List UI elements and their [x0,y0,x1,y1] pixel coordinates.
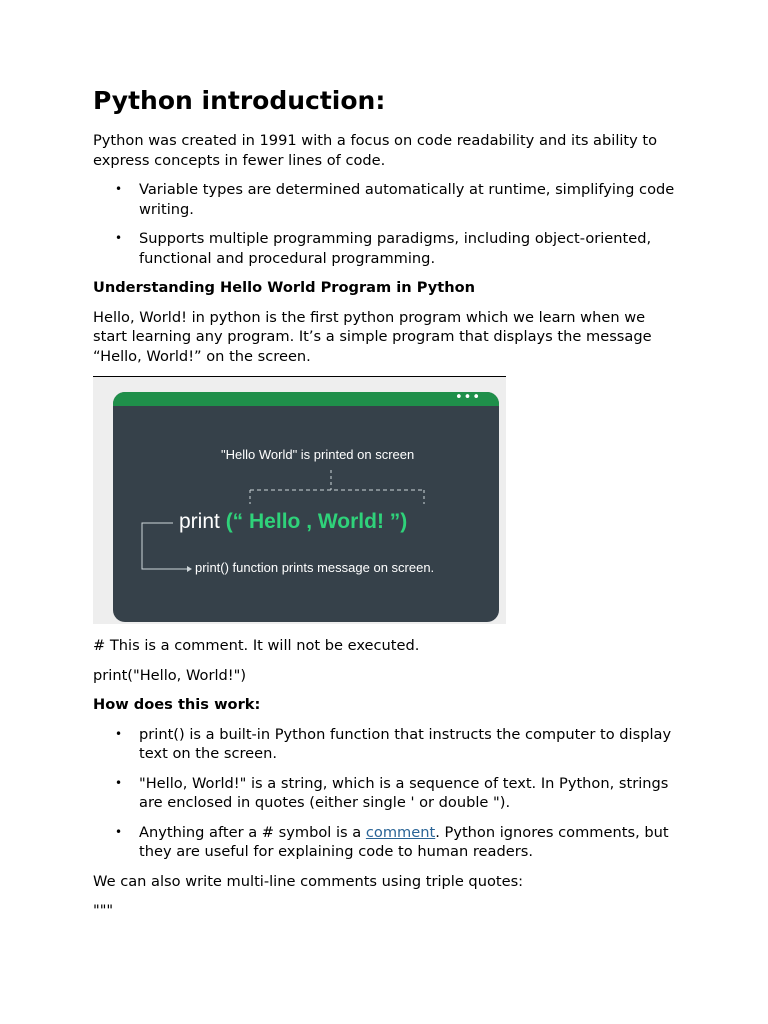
figure-connectors [113,392,499,622]
list-item: • print() is a built-in Python function that instructs the computer to display text on the screen. [139,725,683,764]
comment-link[interactable]: comment [365,823,436,841]
how-it-works-heading: How does this work: [93,696,261,713]
triple-quotes-line: """ [93,902,114,919]
code-print-keyword: print [179,510,226,533]
hello-world-heading: Understanding Hello World Program in Python [93,279,476,296]
figure-code-line [179,510,407,534]
page-title: Python introduction: [93,86,386,115]
document-page [93,84,683,931]
code-print-line: print("Hello, World!") [93,666,247,684]
hello-world-paragraph: Hello, World! in python is the first python program which we learn when we start learning any program. It’s a simple program that displays the message “Hello, World!” on the screen. [93,308,652,365]
multiline-comment-paragraph: We can also write multi-line comments using triple quotes: [93,872,524,890]
arrow-head-icon [187,566,192,572]
list-item-text: Anything after a # symbol is a [139,823,366,841]
list-item: • "Hello, World!" is a string, which is a sequence of text. In Python, strings are enclosed in quotes (either single ' or double "). [139,774,683,813]
figure-caption-top: "Hello World" is printed on screen [221,447,415,462]
list-item: • Variable types are determined automatically at runtime, simplifying code writing. [139,180,683,219]
features-list [93,180,683,268]
code-panel [113,392,499,622]
code-string-argument: (“ Hello , World! ”) [225,510,408,533]
figure-caption-bottom: print() function prints message on screen. [195,560,435,575]
list-item [139,823,683,862]
list-item: • Supports multiple programming paradigms, including object-oriented, functional and procedural programming. [139,229,683,268]
hello-world-figure [93,377,506,624]
intro-paragraph: Python was created in 1991 with a focus on code readability and its ability to express concepts in fewer lines of code. [93,132,658,169]
list-item-text: . Python ignores comments, but they are useful for explaining code to human readers. [139,823,669,860]
code-comment-line: # This is a comment. It will not be executed. [93,637,420,654]
how-it-works-list [93,725,683,862]
menu-dots-icon: ••• [454,392,481,405]
